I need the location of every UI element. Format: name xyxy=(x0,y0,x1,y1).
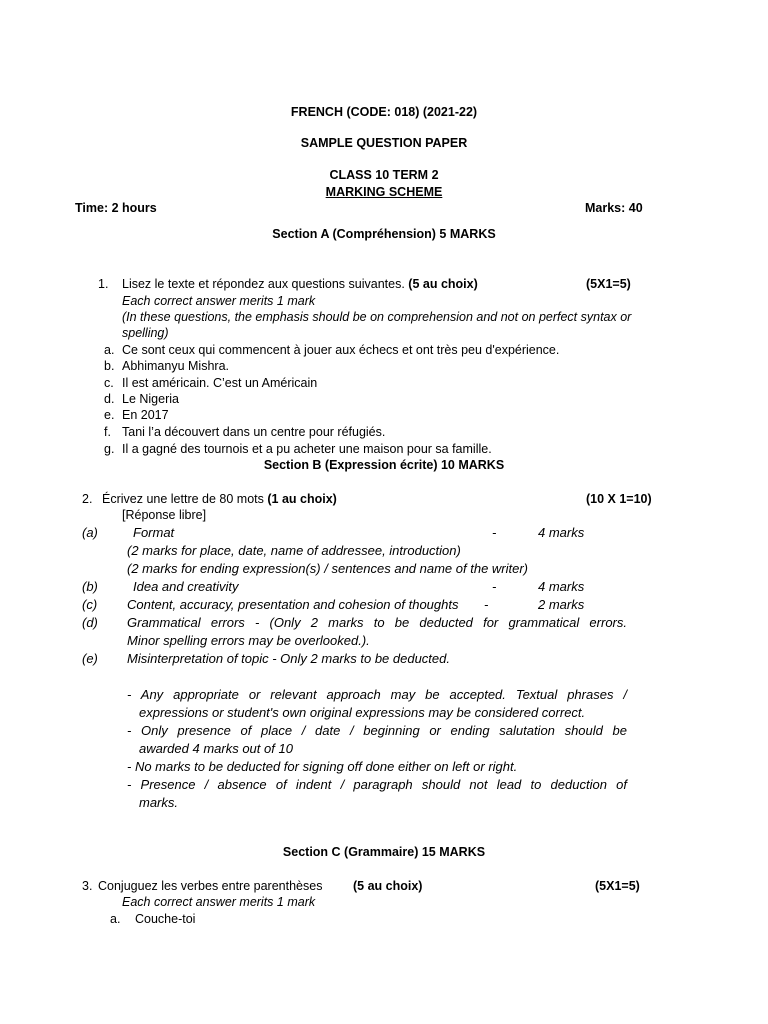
question-3-text: Conjuguez les verbes entre parenthèses xyxy=(98,879,323,893)
answer-text: Il a gagné des tournois et a pu acheter une maison pour sa famille. xyxy=(122,442,492,456)
answer-label: g. xyxy=(104,442,115,456)
section-b-title: Section B (Expression écrite) 10 MARKS xyxy=(263,458,505,472)
note-item: - Any appropriate or relevant approach may be accepted. Textual phrases / xyxy=(127,687,627,702)
criterion-text: Format xyxy=(133,525,175,540)
answer-label: e. xyxy=(104,408,115,422)
section-a-title: Section A (Compréhension) 5 MARKS xyxy=(272,227,496,241)
criterion-label: (d) xyxy=(82,615,98,630)
answer-label: b. xyxy=(104,359,115,373)
answer-label: d. xyxy=(104,392,115,406)
answer-text: Il est américain. C’est un Américain xyxy=(122,376,318,390)
criterion-label: (a) xyxy=(82,525,98,540)
answer-text: Ce sont ceux qui commencent à jouer aux échecs et ont très peu d'expérience. xyxy=(122,343,560,357)
answer-label: f. xyxy=(104,425,111,439)
criterion-label: (b) xyxy=(82,579,98,594)
answer-text: En 2017 xyxy=(122,408,169,422)
question-1-text xyxy=(122,276,478,292)
question-1-note: Each correct answer merits 1 mark xyxy=(122,294,316,308)
note-item-continued: marks. xyxy=(139,795,178,810)
question-1-prompt: Lisez le texte et répondez aux questions suivantes. xyxy=(122,277,405,291)
question-3-marks: (5X1=5) xyxy=(595,879,640,893)
note-item: - Presence / absence of indent / paragraph should not lead to deduction of xyxy=(127,777,627,792)
note-item: - Only presence of place / date / beginning or ending salutation should be xyxy=(127,723,627,738)
criterion-sub-note: (2 marks for ending expression(s) / sentences and name of the writer) xyxy=(127,561,529,576)
criterion-label: (c) xyxy=(82,597,98,612)
criterion-label: (e) xyxy=(82,651,98,666)
marks-label: Marks: 40 xyxy=(585,201,643,215)
criterion-marks: 4 marks xyxy=(538,579,585,594)
answer-text: Tani l’a découvert dans un centre pour réfugiés. xyxy=(122,425,386,439)
answer-label: a. xyxy=(104,343,115,357)
marking-scheme-title: MARKING SCHEME xyxy=(325,185,443,199)
answer-label: a. xyxy=(110,912,121,926)
answer-text: Le Nigeria xyxy=(122,392,179,406)
question-1-choice: (5 au choix) xyxy=(408,277,478,291)
criterion-text: Content, accuracy, presentation and cohesion of thoughts xyxy=(127,597,459,612)
question-3-number: 3. xyxy=(82,879,93,893)
criterion-dash: - xyxy=(492,579,497,594)
criterion-marks: 2 marks xyxy=(538,597,585,612)
answer-text: Abhimanyu Mishra. xyxy=(122,359,229,373)
question-2-text xyxy=(102,491,337,507)
answer-label: c. xyxy=(104,376,114,390)
note-item-continued: awarded 4 marks out of 10 xyxy=(139,741,293,756)
question-2-prompt: Écrivez une lettre de 80 mots xyxy=(102,492,264,506)
paper-title: SAMPLE QUESTION PAPER xyxy=(300,136,468,150)
class-title: CLASS 10 TERM 2 xyxy=(329,168,439,182)
question-2-choice: (1 au choix) xyxy=(267,492,337,506)
time-label: Time: 2 hours xyxy=(75,201,157,215)
criterion-text-continued: Minor spelling errors may be overlooked.). xyxy=(127,633,370,648)
criterion-text: Idea and creativity xyxy=(133,579,239,594)
criterion-marks: 4 marks xyxy=(538,525,585,540)
criterion-dash: - xyxy=(484,597,489,612)
question-3-note: Each correct answer merits 1 mark xyxy=(122,895,316,909)
note-item: - No marks to be deducted for signing off done either on left or right. xyxy=(127,759,518,774)
question-1-emphasis-note-line2: spelling) xyxy=(122,326,169,340)
question-1-marks: (5X1=5) xyxy=(586,277,631,291)
question-1-number: 1. xyxy=(98,277,109,291)
criterion-text: Misinterpretation of topic - Only 2 marks to be deducted. xyxy=(127,651,450,666)
note-item-continued: expressions or student's own original expressions may be considered correct. xyxy=(139,705,586,720)
free-response-label: [Réponse libre] xyxy=(122,508,207,522)
section-c-title: Section C (Grammaire) 15 MARKS xyxy=(282,845,486,859)
answer-text: Couche-toi xyxy=(135,912,196,926)
question-3-choice: (5 au choix) xyxy=(353,879,423,893)
question-2-number: 2. xyxy=(82,492,93,506)
question-1-emphasis-note-line1: (In these questions, the emphasis should be on comprehension and not on perfect syntax or xyxy=(122,310,632,324)
document-title: FRENCH (CODE: 018) (2021-22) xyxy=(290,105,478,119)
criterion-text: Grammatical errors - (Only 2 marks to be deducted for grammatical errors. xyxy=(127,615,627,630)
question-2-marks: (10 X 1=10) xyxy=(586,492,652,506)
criterion-sub-note: (2 marks for place, date, name of addressee, introduction) xyxy=(127,543,461,558)
criterion-dash: - xyxy=(492,525,497,540)
